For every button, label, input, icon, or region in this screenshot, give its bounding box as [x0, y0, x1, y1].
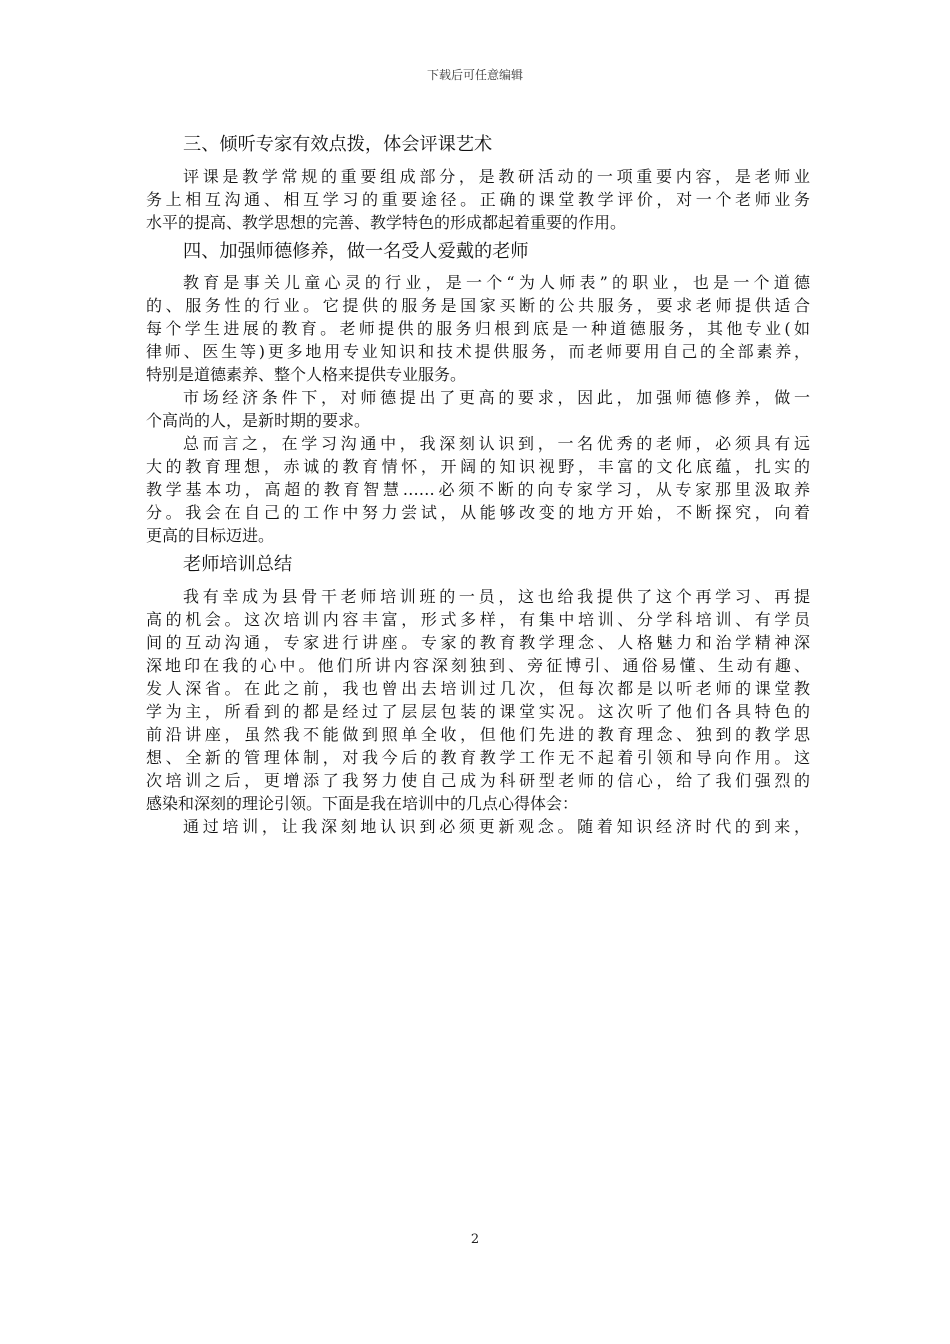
paragraph-line: 大的教育理想，赤诚的教育情怀，开阔的知识视野，丰富的文化底蕴，扎实的: [146, 457, 810, 477]
paragraph-line: 总而言之，在学习沟通中，我深刻认识到，一名优秀的老师，必须具有远: [183, 434, 810, 454]
paragraph-line: 特别是道德素养、整个人格来提供专业服务。: [146, 365, 467, 385]
paragraph-6: [146, 814, 810, 837]
paragraph-line: 发人深省。在此之前，我也曾出去培训过几次，但每次都是以听老师的课堂教: [146, 678, 810, 698]
page-number: 2: [470, 1232, 480, 1247]
paragraph-line: 务上相互沟通、相互学习的重要途径。正确的课堂教学评价，对一个老师业务: [146, 189, 810, 209]
paragraph-line: 深地印在我的心中。他们所讲内容深刻独到、旁征博引、通俗易懂、生动有趣、: [146, 655, 810, 675]
paragraph-line: 水平的提高、教学思想的完善、教学特色的形成都起着重要的作用。: [146, 212, 627, 232]
paragraph-line: 间的互动沟通，专家进行讲座。专家的教育教学理念、人格魅力和治学精神深: [146, 632, 810, 652]
paragraph-line: 想、全新的管理体制，对我今后的教育教学工作无不起着引领和导向作用。这: [146, 747, 810, 767]
paragraph-2: [146, 270, 810, 385]
paragraph-line: 教学基本功，高超的教育智慧……必须不断的向专家学习，从专家那里汲取养: [146, 480, 810, 500]
paragraph-line: 的、服务性的行业。它提供的服务是国家买断的公共服务，要求老师提供适合: [146, 296, 810, 316]
paragraph-line: 前沿讲座，虽然我不能做到照单全收，但他们先进的教育理念、独到的教学思: [146, 724, 810, 744]
paragraph-line: 分。我会在自己的工作中努力尝试，从能够改变的地方开始，不断探究，向着: [146, 503, 810, 523]
paragraph-line: 市场经济条件下，对师德提出了更高的要求，因此，加强师德修养，做一: [183, 388, 810, 408]
paragraph-line: 高的机会。这次培训内容丰富，形式多样，有集中培训、分学科培训、有学员: [146, 609, 810, 629]
paragraph-line: 通过培训，让我深刻地认识到必须更新观念。随着知识经济时代的到来，: [183, 816, 810, 836]
paragraph-line: 教育是事关儿童心灵的行业，是一个“为人师表”的职业，也是一个道德: [183, 273, 810, 293]
paragraph-line: 次培训之后，更增添了我努力使自己成为科研型老师的信心，给了我们强烈的: [146, 770, 810, 790]
paragraph-line: 更高的目标迈进。: [146, 526, 275, 546]
paragraph-line: 学为主，所看到的都是经过了层层包装的课堂实况。这次听了他们各具特色的: [146, 701, 810, 721]
paragraph-line: 个高尚的人，是新时期的要求。: [146, 411, 371, 431]
paragraph-3: [146, 385, 810, 431]
page-header: 下载后可任意编辑: [426, 68, 523, 82]
section-heading-3: 三、倾听专家有效点拨，体会评课艺术: [183, 134, 493, 155]
paragraph-5: [146, 584, 810, 814]
paragraph-line: 评课是教学常规的重要组成部分，是教研活动的一项重要内容，是老师业: [183, 166, 810, 186]
document-body: [146, 126, 810, 837]
paragraph-line: 感染和深刻的理论引领。下面是我在培训中的几点心得体会：: [146, 793, 579, 813]
paragraph-4: [146, 431, 810, 546]
section-heading-4: 四、加强师德修养，做一名受人爱戴的老师: [183, 240, 529, 262]
paragraph-1: [146, 164, 810, 233]
paragraph-line: 每个学生进展的教育。老师提供的服务归根到底是一种道德服务，其他专业(如: [146, 319, 810, 339]
paragraph-line: 律师、医生等)更多地用专业知识和技术提供服务，而老师要用自己的全部素养，: [146, 342, 810, 362]
section-title: 老师培训总结: [183, 554, 293, 576]
paragraph-line: 我有幸成为县骨干老师培训班的一员，这也给我提供了这个再学习、再提: [183, 586, 810, 606]
